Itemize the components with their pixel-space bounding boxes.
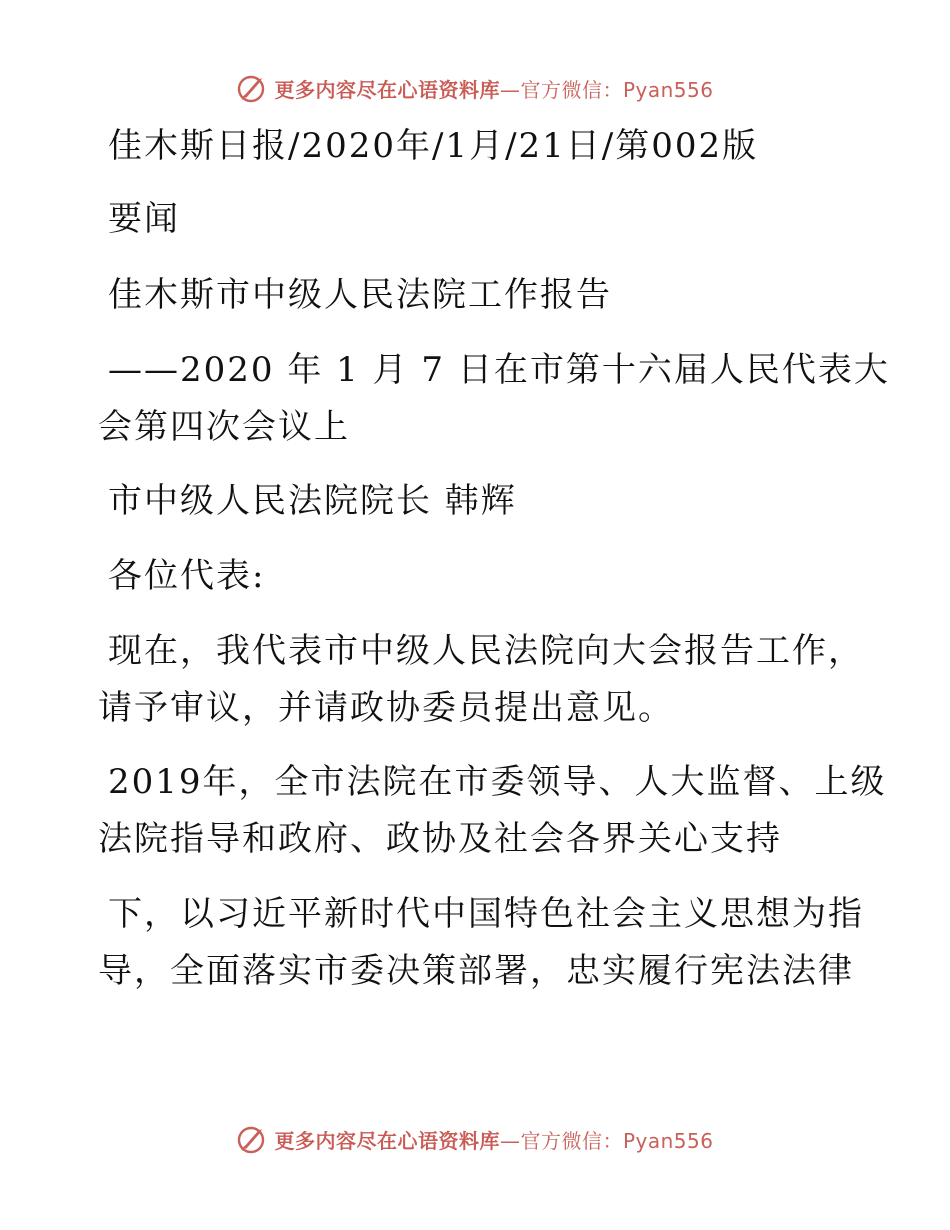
watermark-footer [0, 1123, 950, 1155]
watermark-dash: — [499, 77, 521, 102]
watermark-header [0, 72, 950, 104]
watermark-brand: 更多内容尽在心语资料库 [274, 77, 500, 102]
watermark-dash: — [499, 1128, 521, 1153]
watermark-contact: 官方微信：Pyan556 [520, 77, 714, 102]
watermark-contact: 官方微信：Pyan556 [520, 1128, 714, 1153]
report-subtitle-line-1: ——2020 年 1 月 7 日在市第十六届人民代表大 [108, 350, 890, 390]
paragraph-3-line-1: 下，以习近平新时代中国特色社会主义思想为指 [108, 894, 864, 934]
watermark-text [274, 1125, 713, 1154]
report-title: 佳木斯市中级人民法院工作报告 [108, 275, 612, 315]
paragraph-1-line-1: 现在，我代表市中级人民法院向大会报告工作， [108, 631, 864, 671]
watermark-brand: 更多内容尽在心语资料库 [274, 1128, 500, 1153]
paragraph-2-line-1: 2019年，全市法院在市委领导、人大监督、上级 [108, 762, 887, 802]
salutation: 各位代表: [108, 556, 266, 596]
newspaper-source-line: 佳木斯日报/2020年/1月/21日/第002版 [108, 126, 759, 166]
paragraph-1-line-2: 请予审议，并请政协委员提出意见。 [98, 688, 674, 728]
quill-logo-icon [236, 72, 268, 104]
watermark-text [274, 74, 713, 103]
report-subtitle-line-2: 会第四次会议上 [98, 407, 350, 447]
author-line: 市中级人民法院院长 韩辉 [108, 481, 517, 521]
paragraph-2-line-2: 法院指导和政府、政协及社会各界关心支持 [98, 819, 782, 859]
section-label: 要闻 [108, 199, 180, 239]
paragraph-3-line-2: 导，全面落实市委决策部署，忠实履行宪法法律 [98, 951, 854, 991]
quill-logo-icon [236, 1123, 268, 1155]
